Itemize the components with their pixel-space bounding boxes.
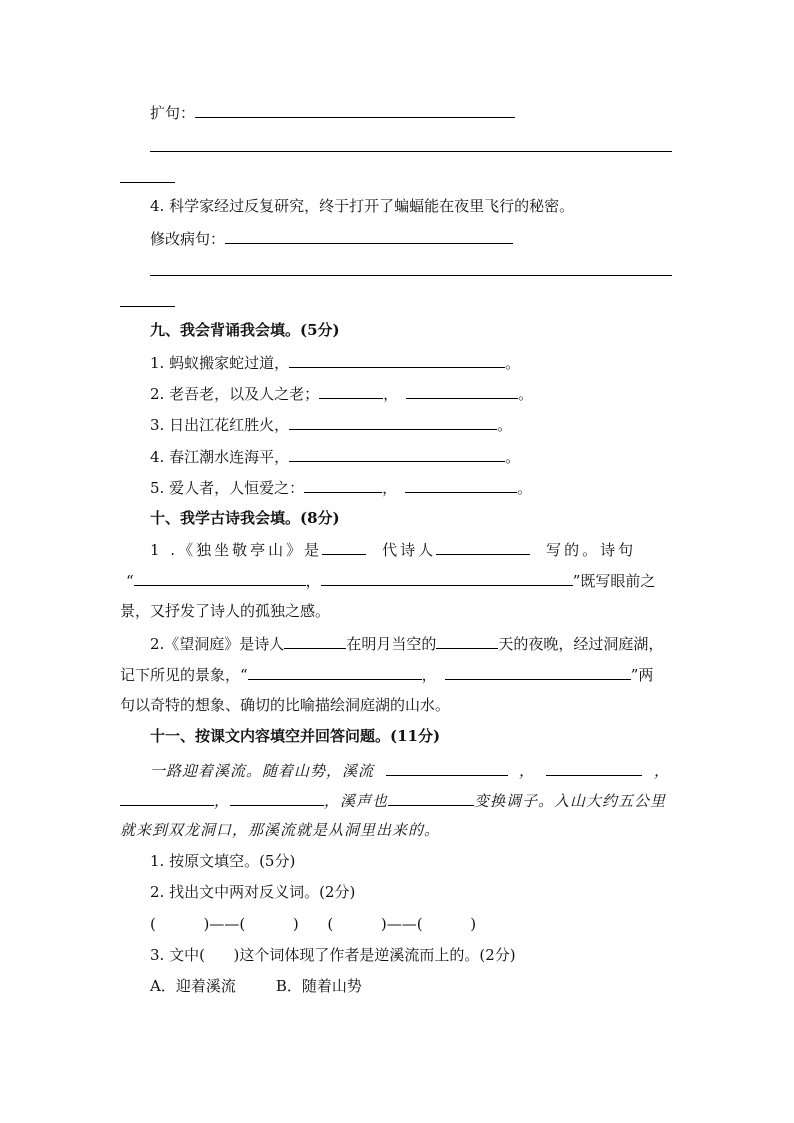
poem-q2-line3: 句以奇特的想象、确切的比喻描绘洞庭湖的山水。 [120,696,451,714]
verse-blank[interactable] [321,570,573,586]
section-9-title: 九、我会背诵我会填。(5分) [150,321,340,339]
punct: ， [383,385,399,403]
expand-sentence-blank[interactable] [195,102,515,118]
poem-q2-text: 天的夜晚，经过洞庭湖， [498,635,664,653]
recite-item-text: 4. 春江潮水连海平， [150,448,290,466]
passage-blank[interactable] [546,760,642,776]
punct: 。 [505,354,521,372]
passage-blank[interactable] [386,760,508,776]
question-11-3: 3. 文中( )这个词体现了作者是逆溪流而上的。(2分) [150,946,516,964]
poem-q1-line2 [126,570,655,591]
recite-item-text: 2. 老吾老，以及人之老； [150,385,320,403]
poem-q2-text: 在明月当空的 [346,635,437,653]
antonym-pairs[interactable]: ( )——( ) ( )——( ) [150,915,477,933]
passage-text: 变换调子。入山大约五公里 [474,792,667,810]
passage-blank[interactable] [230,790,324,806]
question-11-2: 2. 找出文中两对反义词。(2分) [150,883,356,901]
punct: 。 [497,416,513,434]
season-blank[interactable] [436,633,498,649]
poem-q2-text: 2.《望洞庭》是诗人 [150,635,285,653]
expand-sentence-line [150,102,515,123]
poet-blank[interactable] [284,633,346,649]
recite-item-text: 1. 蚂蚁搬家蛇过道， [150,354,290,372]
recite-blank[interactable] [289,414,497,430]
section-10-title: 十、我学古诗我会填。(8分) [150,509,340,527]
poem-q2-line1 [150,633,663,654]
quote-open: “ [126,572,134,590]
expand-sentence-label: 扩句： [150,104,196,122]
question-8-4: 4. 科学家经过反复研究，终于打开了蝙蝠能在夜里飞行的秘密。 [150,197,575,215]
passage-text: ，溪声也 [324,792,389,810]
poet-blank[interactable] [436,539,530,555]
recite-item-text: 5. 爱人者，人恒爱之： [150,479,305,497]
question-11-1: 1. 按原文填空。(5分) [150,852,296,870]
recite-blank[interactable] [289,352,505,368]
passage-line1 [150,760,670,781]
answer-line[interactable] [150,151,672,152]
poem-q1-line3: 景，又抒发了诗人的孤独之感。 [120,602,331,620]
dynasty-blank[interactable] [322,539,366,555]
punct: ， [214,792,231,810]
option-a[interactable]: A．迎着溪流 [150,977,236,995]
punct: ， [305,572,321,590]
verse-blank[interactable] [248,664,422,680]
correct-sentence-label: 修改病句： [150,230,226,248]
options-line [150,976,362,996]
poem-q1-text: 写的。诗句 [546,541,637,559]
recite-blank[interactable] [405,477,517,493]
passage-text: 一路迎着溪流。随着山势，溪流 [150,762,375,780]
recite-item-1 [150,352,520,373]
punct: ， [382,479,398,497]
recite-item-4 [150,446,520,467]
verse-blank[interactable] [134,570,306,586]
punct: 。 [505,448,521,466]
recite-blank[interactable] [289,446,505,462]
punct: 。 [518,385,534,403]
recite-item-text: 3. 日出江花红胜火， [150,416,290,434]
verse-blank[interactable] [445,664,631,680]
passage-line2 [120,790,666,811]
poem-q1-text: ”既写眼前之 [572,572,656,590]
poem-q2-text: ”两 [630,666,654,684]
answer-line[interactable] [150,275,672,276]
recite-item-3 [150,414,512,435]
option-b[interactable]: B．随着山势 [275,977,362,995]
punct: ， [653,762,670,780]
poem-q1-text: 代诗人 [382,541,437,559]
recite-item-5 [150,477,532,498]
recite-blank[interactable] [304,477,382,493]
correct-sentence-blank[interactable] [225,228,513,244]
recite-blank[interactable] [319,383,383,399]
punct: 。 [517,479,533,497]
passage-blank[interactable] [388,790,474,806]
passage-line3: 就来到双龙洞口，那溪流就是从洞里出来的。 [120,821,441,839]
punct: ， [518,762,535,780]
poem-q2-line2 [120,664,653,685]
poem-q1-text: 1 .《独坐敬亭山》是 [150,541,323,559]
section-11-title: 十一、按课文内容填空并回答问题。(11分) [150,727,441,745]
recite-item-2 [150,383,533,404]
poem-q1-line1 [150,539,636,560]
correct-sentence-line [150,228,513,249]
passage-blank[interactable] [120,790,214,806]
answer-line-tail[interactable] [120,306,175,307]
poem-q2-text: 记下所见的景象，“ [120,666,248,684]
punct: ， [421,666,437,684]
answer-line-tail[interactable] [120,182,175,183]
recite-blank[interactable] [406,383,518,399]
